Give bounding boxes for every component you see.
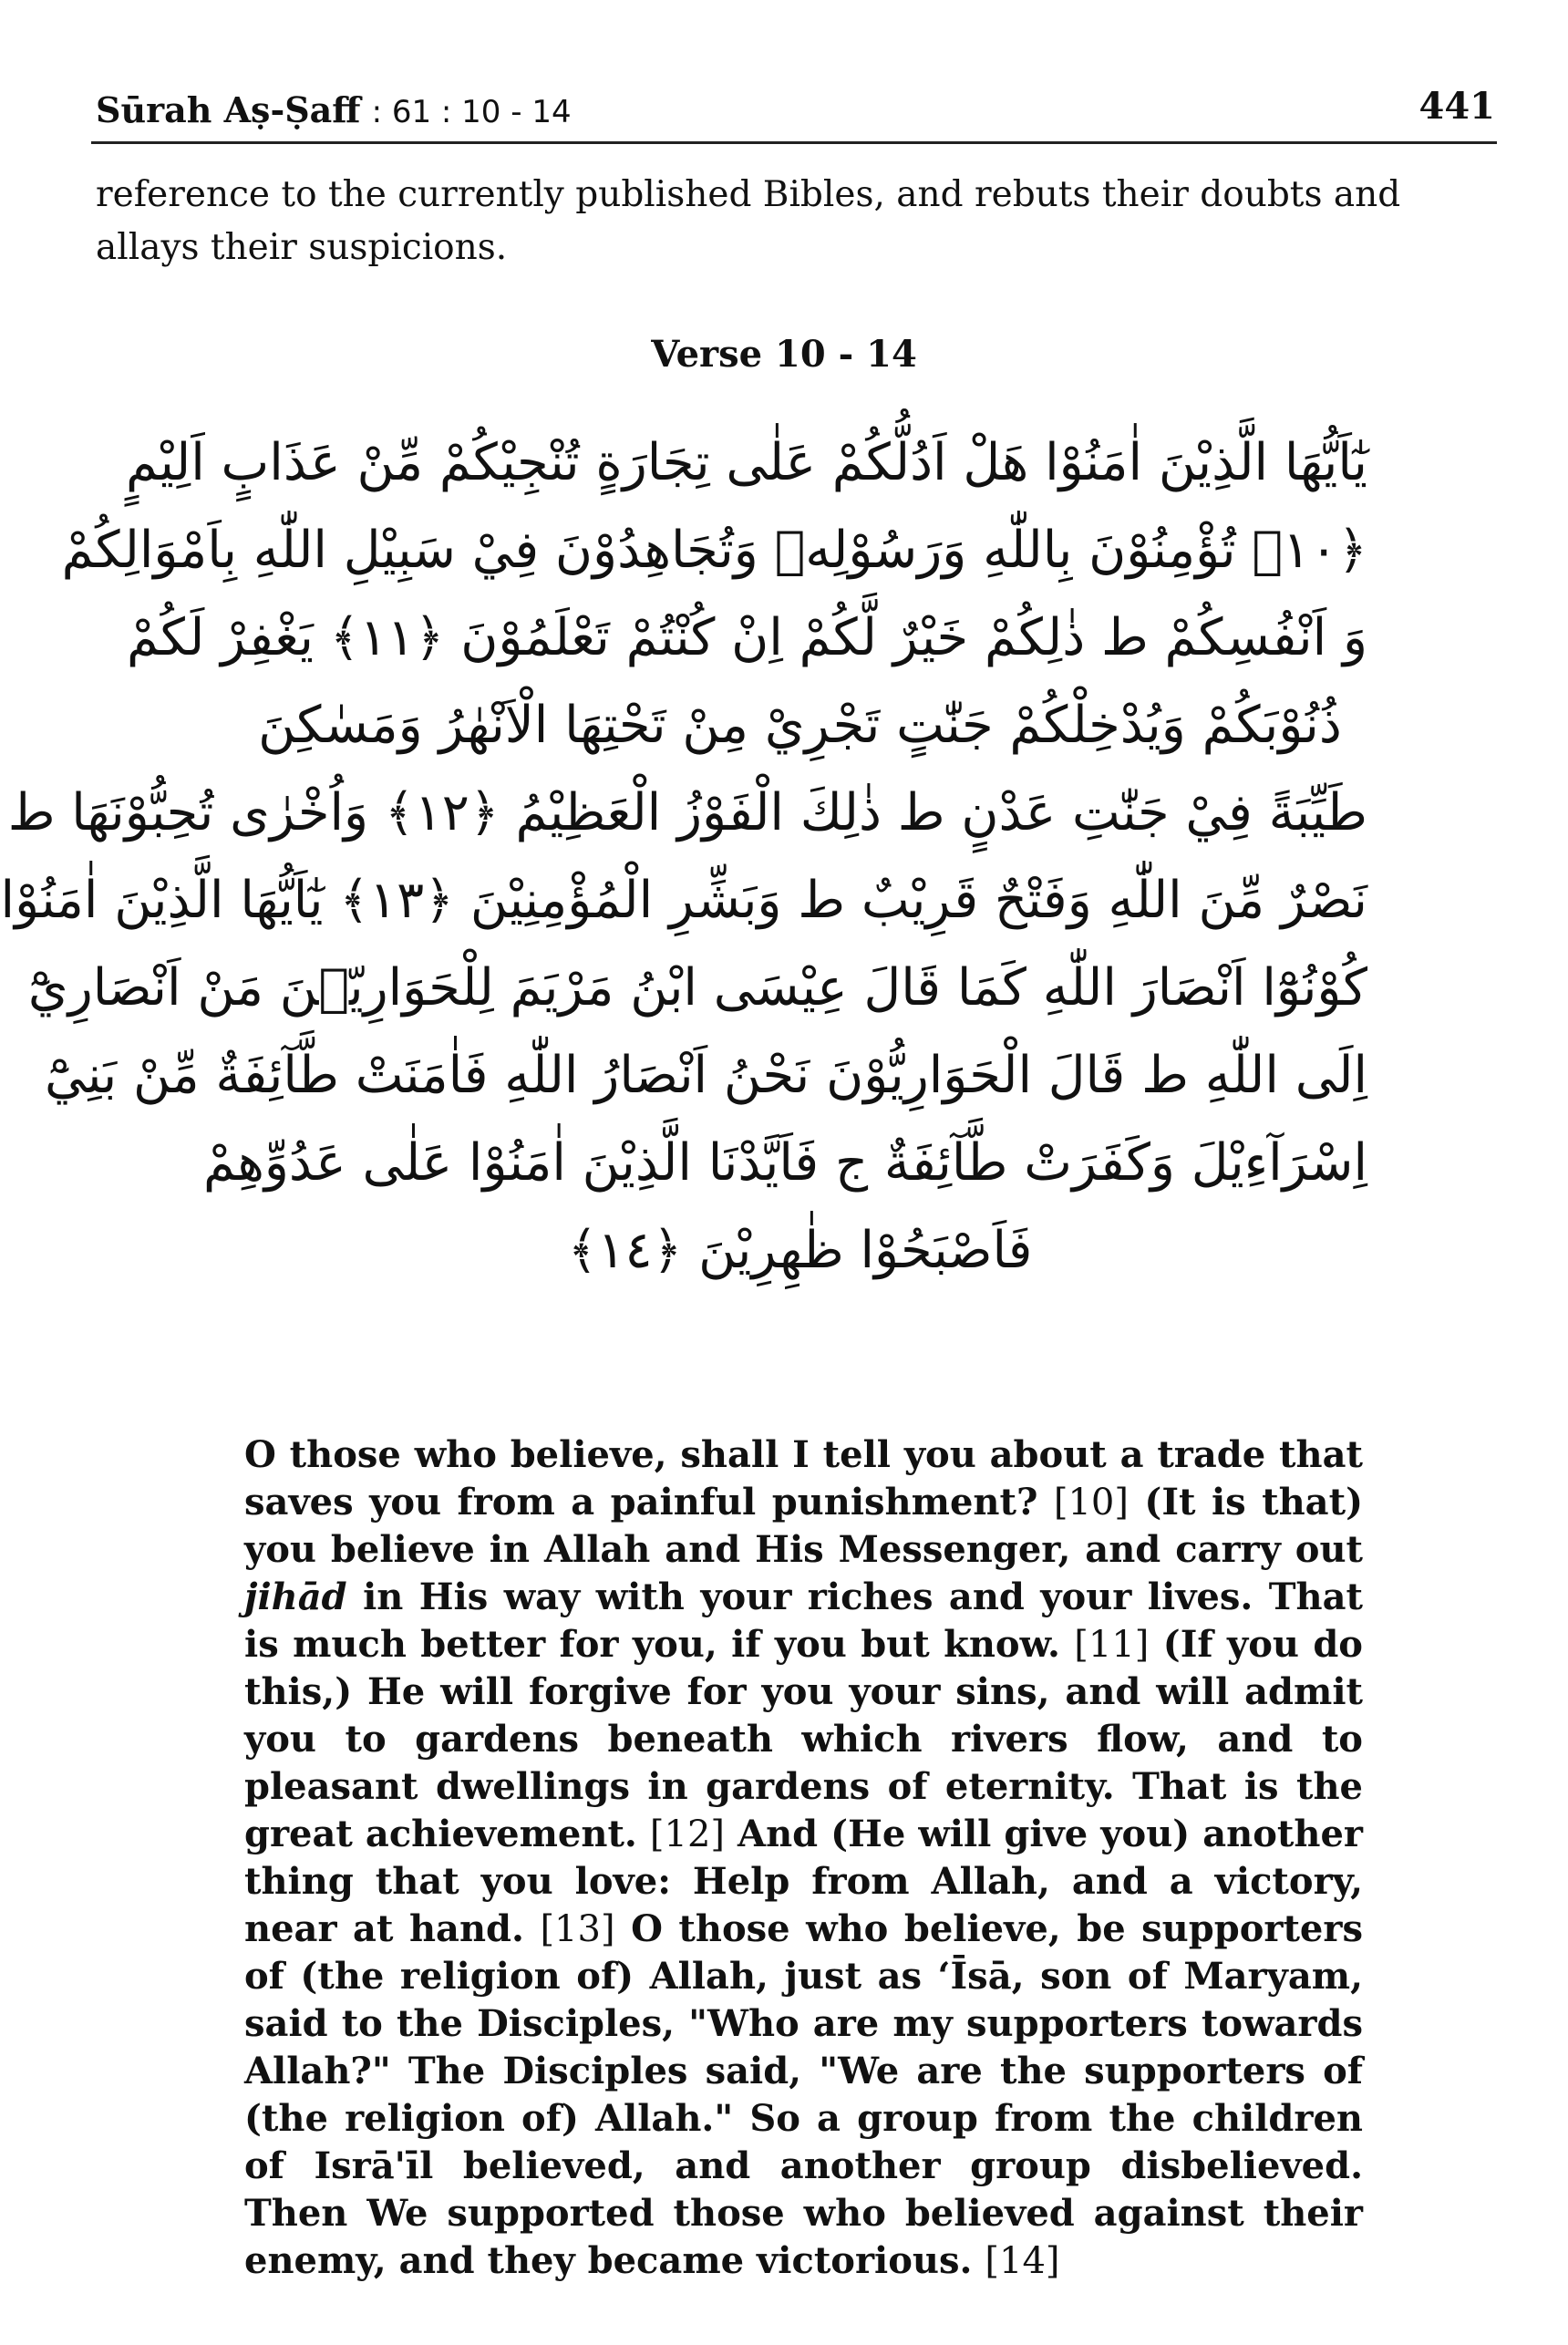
translation-text: (If you do this,) He will forgive for you your sins, and will admit you to gardens beneath which rivers flow, and to pleasant dwellings in gardens of eternity. That is the great achievement. [244,1623,1363,1855]
arabic-line: وَ اَنْفُسِكُمْ ط ذٰلِكُمْ خَيْرٌ لَّكُمْ اِنْ كُنْتُمْ تَعْلَمُوْنَ ﴿١١﴾ يَغْفِرْ لَكُمْ [127,608,1367,667]
translation-text: And (He will give you) another thing that you love: Help from Allah, and a victory, near at hand. [244,1813,1363,1950]
arabic-line: اِسْرَآءِيْلَ وَكَفَرَتْ طَّآئِفَةٌ ج فَاَيَّدْنَا الَّذِيْنَ اٰمَنُوْا عَلٰى عَدُوِّهِمْ [203,1133,1367,1193]
translation-text: in His way with your riches and your lives. That is much better for you, if you but know. [244,1575,1363,1666]
arabic-line: فَاَصْبَحُوْا ظٰهِرِيْنَ ﴿١٤﴾ [567,1221,1033,1280]
surah-name: Sūrah Aṣ-Ṣaff [96,89,361,130]
translation-text: O those who believe, be supporters of (the religion of) Allah, just as ʻĪsā, son of Maryam, said to the Disciples, "Who are my supporters towards Allah?" The Disciples said, "We are the supporters of (the religion of) Allah." So a group from the children of Isrā'īl believed, and another group disbelieved. Then We supported those who believed against their enemy, and they became victorious. [244,1907,1363,2282]
translation-paragraph [244,1431,1363,2285]
verse-number: [13] [540,1908,615,1950]
translation-text: O those who believe, shall I tell you about a trade that saves you from a painful punishment? [244,1433,1363,1524]
arabic-line: اِلَى اللّٰهِ ط قَالَ الْحَوَارِيُّوْنَ نَحْنُ اَنْصَارُ اللّٰهِ فَاٰمَنَتْ طَّآئِفَةٌ مِّنْ بَنِيْٓ [45,1046,1367,1105]
verse-number: [10] [1053,1482,1129,1524]
arabic-line: كُوْنُوْٓا اَنْصَارَ اللّٰهِ كَمَا قَالَ عِيْسَى ابْنُ مَرْيَمَ لِلْحَوَارِيّٖنَ مَنْ اَنْصَارِيْٓ [27,958,1367,1018]
header-divider [91,141,1497,144]
verse-number: [12] [649,1813,726,1855]
arabic-line: يٰٓاَيُّهَا الَّذِيْنَ اٰمَنُوْا هَلْ اَدُلُّكُمْ عَلٰى تِجَارَةٍ تُنْجِيْكُمْ مِّنْ عَذَابٍ اَلِيْمٍ [125,433,1367,492]
page-number: 441 [1418,85,1495,128]
translation-term: jihād [244,1575,347,1618]
running-header [96,64,1495,128]
arabic-line: ﴿١٠﴾ تُؤْمِنُوْنَ بِاللّٰهِ وَرَسُوْلِهٖ وَتُجَاهِدُوْنَ فِيْ سَبِيْلِ اللّٰهِ بِاَمْوَالِكُمْ [61,521,1367,580]
verse-number: [11] [1074,1624,1150,1666]
arabic-verse-block [0,419,1367,1295]
arabic-line: نَصْرٌ مِّنَ اللّٰهِ وَفَتْحٌ قَرِيْبٌ ط وَبَشِّرِ الْمُؤْمِنِيْنَ ﴿١٣﴾ يٰٓاَيُّهَا الَّذِيْنَ اٰمَنُوْا [0,871,1367,930]
verse-number: [14] [985,2240,1060,2282]
header-title [96,89,572,130]
intro-paragraph: reference to the currently published Bibles, and rebuts their doubts and allays their suspicions. [96,174,1401,268]
translation-text: (It is that) you believe in Allah and His Messenger, and carry out [244,1481,1364,1571]
verse-reference: : 61 : 10 - 14 [371,94,572,130]
arabic-line: ذُنُوْبَكُمْ وَيُدْخِلْكُمْ جَنّٰتٍ تَجْرِيْ مِنْ تَحْتِهَا الْاَنْهٰرُ وَمَسٰكِنَ [258,696,1342,755]
arabic-line: طَيِّبَةً فِيْ جَنّٰتِ عَدْنٍ ط ذٰلِكَ الْفَوْزُ الْعَظِيْمُ ﴿١٢﴾ وَاُخْرٰى تُحِبُّوْنَهَا ط [7,783,1367,842]
section-heading: Verse 10 - 14 [651,333,917,376]
